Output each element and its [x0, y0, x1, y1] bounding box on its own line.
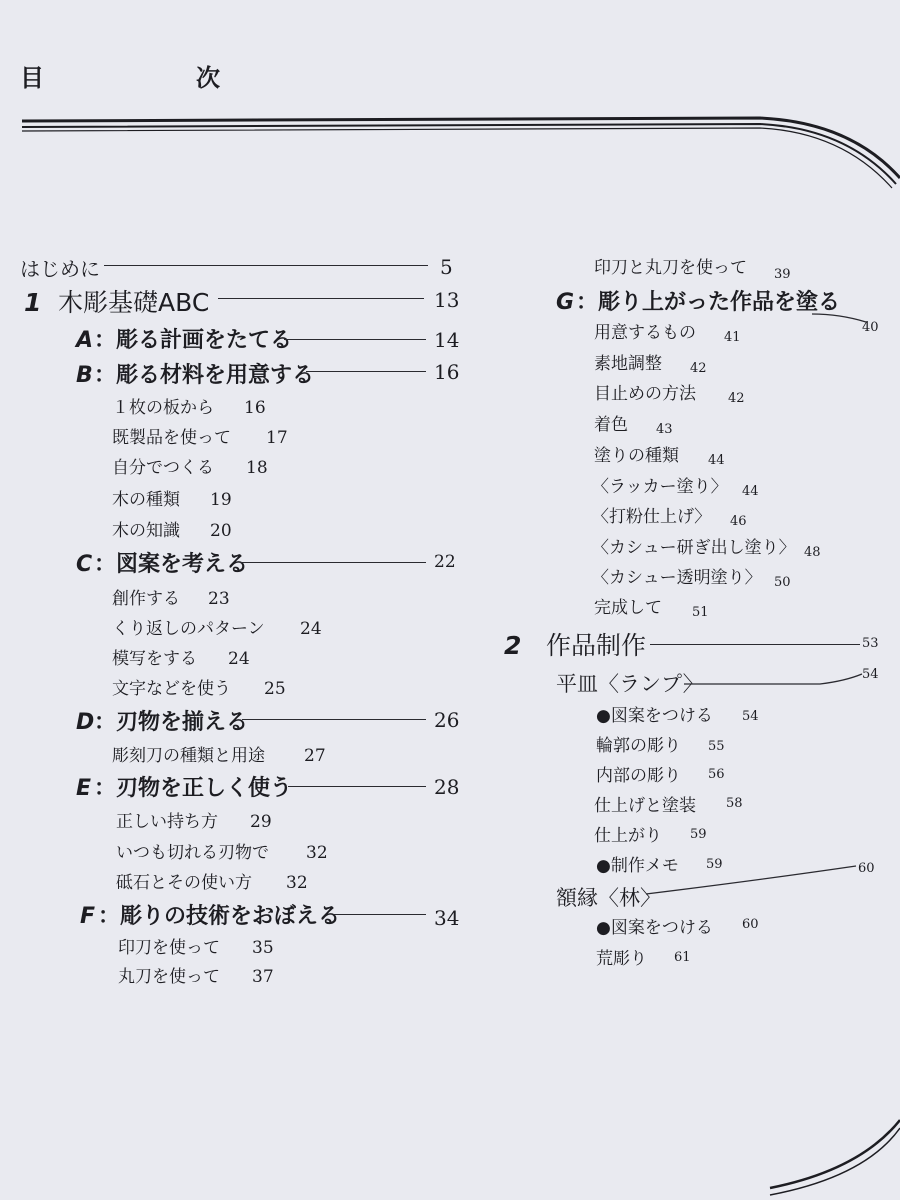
sectionD-page: 26 [434, 708, 460, 732]
sub-item-page: 16 [244, 398, 266, 418]
sectionB-letter: B [76, 363, 93, 388]
sub-item-page: 17 [266, 428, 288, 448]
chapter2-title: 作品制作 [546, 631, 647, 660]
chapter1-number: 1 [24, 288, 42, 317]
sub-item-page: 51 [692, 605, 709, 620]
sub-item-page: 24 [300, 619, 322, 639]
sub-item-page: 27 [304, 746, 326, 766]
sectionA-title: ：彫る計画をたてる [94, 328, 293, 353]
sub-item-page: 35 [252, 938, 274, 958]
sub-item-page: 59 [706, 857, 723, 872]
toc-title-right: 次 [196, 64, 220, 92]
sectionD-letter: D [76, 710, 95, 735]
intro-label: はじめに [20, 257, 100, 281]
sub-item-page: 56 [708, 767, 725, 782]
sub-item-label: 丸刀を使って [118, 967, 220, 987]
sub-item-label: ●図案をつける [596, 706, 713, 726]
sectionF-page: 34 [434, 906, 460, 930]
sub-item-page: 25 [264, 679, 286, 699]
sub-item-label: 木の知識 [112, 521, 180, 541]
sectionG-letter: G [556, 290, 575, 315]
sub-item-label: 仕上げと塗装 [594, 796, 696, 816]
sub-item-label: 彫刻刀の種類と用途 [112, 746, 265, 766]
sub-item-label: 着色 [594, 415, 628, 435]
sub-item-label: ●図案をつける [596, 918, 713, 938]
sectionC-title: ：図案を考える [94, 552, 249, 577]
sub-item-page: 32 [286, 873, 308, 893]
chapter2-page: 53 [862, 636, 879, 651]
sub-item-page: 50 [774, 575, 791, 590]
sub-item-page: 24 [228, 649, 250, 669]
sub-item-label: 〈打粉仕上げ〉 [592, 507, 712, 527]
sub-item-label: 〈カシュー透明塗り〉 [592, 568, 762, 588]
sub-item-page: 37 [252, 967, 274, 987]
sub-item-page: 32 [306, 843, 328, 863]
sub-item-label: 目止めの方法 [594, 384, 696, 404]
sectionB-title: ：彫る材料を用意する [94, 363, 315, 388]
sub-item-label: 輪郭の彫り [596, 736, 681, 756]
sub-item-label: １枚の板から [112, 398, 214, 418]
sub-item-label: 砥石とその使い方 [116, 873, 252, 893]
sub-item-page: 48 [804, 545, 821, 560]
sub-item-page: 55 [708, 739, 725, 754]
sectionD-title: ：刃物を揃える [94, 710, 249, 735]
sectionG-title: ：彫り上がった作品を塗る [576, 290, 841, 315]
sub-item-label: 〈ラッカー塗り〉 [592, 477, 728, 497]
sub-item-label: いつも切れる刃物で [116, 843, 269, 863]
work2-page: 60 [858, 861, 875, 876]
sectionA-page: 14 [434, 328, 460, 352]
sub-item-label: 内部の彫り [596, 766, 681, 786]
sub-item-page: 23 [208, 589, 230, 609]
sub-item-page: 59 [690, 827, 707, 842]
sub-item-label: 塗りの種類 [594, 446, 679, 466]
sub-item-label: 創作する [112, 589, 180, 609]
sectionE-letter: E [76, 776, 92, 801]
sub-item-label: 印刀を使って [118, 938, 220, 958]
sub-item-label: 素地調整 [594, 354, 662, 374]
sub-item-page: 46 [730, 514, 747, 529]
sub-item-label: 〈カシュー研ぎ出し塗り〉 [592, 538, 796, 558]
sub-item-page: 44 [742, 484, 759, 499]
work2-title: 額縁〈林〉 [556, 886, 661, 910]
sub-item-page: 18 [246, 458, 268, 478]
sectionF-letter: F [80, 904, 96, 929]
work1-title: 平皿〈ランプ〉 [556, 672, 704, 696]
sub-item-page: 39 [774, 267, 791, 282]
sub-item-page: 44 [708, 453, 725, 468]
sub-item-page: 54 [742, 709, 759, 724]
sectionC-letter: C [76, 552, 93, 577]
sub-item-page: 41 [724, 330, 741, 345]
sub-item-page: 61 [674, 950, 691, 965]
sub-item-label: くり返しのパターン [112, 619, 265, 639]
sub-item-label: 仕上がり [594, 826, 662, 846]
sectionA-letter: A [76, 328, 94, 353]
sectionF-title: ：彫りの技術をおぼえる [98, 904, 341, 929]
sub-item-page: 43 [656, 422, 673, 437]
sub-item-label: 正しい持ち方 [116, 812, 218, 832]
chapter1-title: 木彫基礎ABC [58, 288, 210, 317]
chapter1-page: 13 [434, 288, 460, 312]
sub-item-page: 42 [728, 391, 745, 406]
sub-item-label: 木の種類 [112, 490, 180, 510]
sectionC-page: 22 [434, 552, 456, 572]
sub-item-label: 印刀と丸刀を使って [594, 258, 747, 278]
sub-item-page: 20 [210, 521, 232, 541]
sub-item-label: 完成して [594, 598, 662, 618]
sub-item-label: ●制作メモ [596, 856, 679, 876]
work1-page: 54 [862, 667, 879, 682]
sub-item-page: 29 [250, 812, 272, 832]
sub-item-page: 19 [210, 490, 232, 510]
sub-item-label: 既製品を使って [112, 428, 231, 448]
chapter2-number: 2 [504, 631, 522, 660]
sectionE-page: 28 [434, 775, 460, 799]
intro-page: 5 [440, 255, 453, 279]
sub-item-label: 荒彫り [596, 949, 647, 969]
sectionB-page: 16 [434, 360, 460, 384]
sub-item-label: 用意するもの [594, 323, 696, 343]
sub-item-label: 自分でつくる [112, 458, 214, 478]
sectionE-title: ：刃物を正しく使う [94, 776, 293, 801]
sub-item-page: 60 [742, 917, 759, 932]
toc-title-left: 目 [20, 64, 44, 92]
sub-item-label: 模写をする [112, 649, 197, 669]
sub-item-label: 文字などを使う [112, 679, 231, 699]
sub-item-page: 42 [690, 361, 707, 376]
sub-item-page: 58 [726, 796, 743, 811]
sectionG-page: 40 [862, 320, 879, 335]
